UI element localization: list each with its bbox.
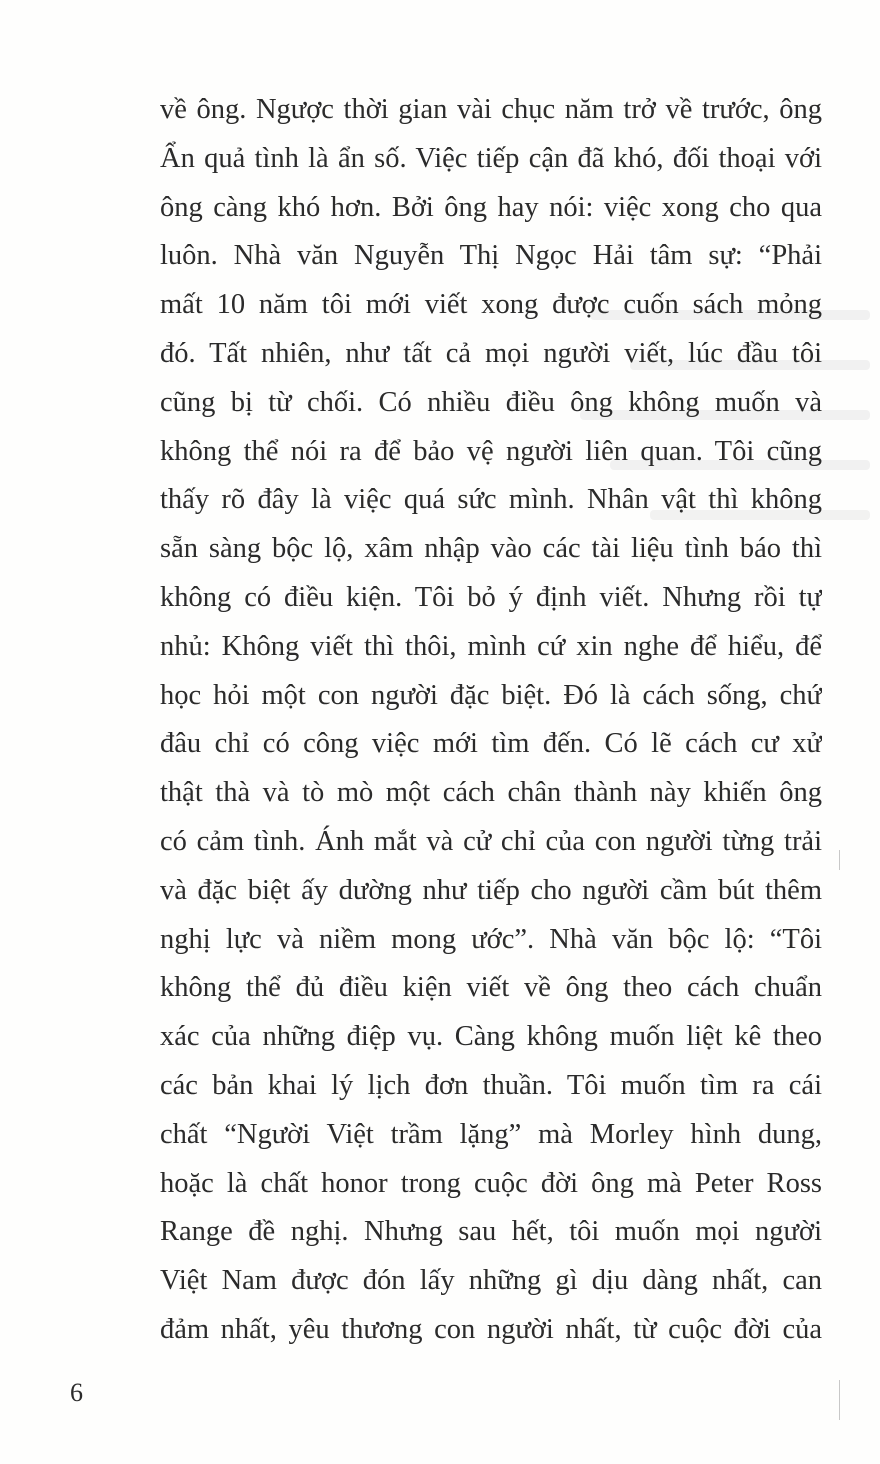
page-edge-mark	[839, 1380, 840, 1420]
text-line: đó. Tất nhiên, như tất cả mọi người viết, lúc đầu tôi	[160, 337, 822, 369]
text-line: không thể nói ra để bảo vệ người liên quan. Tôi cũng	[160, 435, 822, 467]
text-line: Range đề nghị. Nhưng sau hết, tôi muốn mọi người	[160, 1216, 822, 1248]
text-line: học hỏi một con người đặc biệt. Đó là cách sống, chứ	[160, 679, 822, 711]
text-line: luôn. Nhà văn Nguyễn Thị Ngọc Hải tâm sự: “Phải	[160, 240, 822, 272]
text-line: có cảm tình. Ánh mắt và cử chỉ của con người từng trải	[160, 825, 822, 857]
text-line: ông càng khó hơn. Bởi ông hay nói: việc xong cho qua	[160, 191, 822, 223]
text-line: nhủ: Không viết thì thôi, mình cứ xin nghe để hiểu, để	[160, 630, 822, 662]
page-edge-mark	[839, 850, 840, 870]
text-line: nghị lực và niềm mong ước”. Nhà văn bộc lộ: “Tôi	[160, 923, 822, 955]
body-text	[160, 86, 822, 1355]
text-line: không có điều kiện. Tôi bỏ ý định viết. Nhưng rồi tự	[160, 581, 822, 613]
text-line: xác của những điệp vụ. Càng không muốn liệt kê theo	[160, 1021, 822, 1053]
text-line: thật thà và tò mò một cách chân thành này khiến ông	[160, 777, 822, 809]
text-line: chất “Người Việt trầm lặng” mà Morley hình dung,	[160, 1118, 822, 1150]
text-line: mất 10 năm tôi mới viết xong được cuốn sách mỏng	[160, 289, 822, 321]
text-line: thấy rõ đây là việc quá sức mình. Nhân vật thì không	[160, 484, 822, 516]
text-line: đảm nhất, yêu thương con người nhất, từ cuộc đời của	[160, 1313, 822, 1345]
text-line: Ẩn quả tình là ẩn số. Việc tiếp cận đã khó, đối thoại với	[160, 142, 822, 174]
text-line: hoặc là chất honor trong cuộc đời ông mà Peter Ross	[160, 1167, 822, 1199]
text-line: Việt Nam được đón lấy những gì dịu dàng nhất, can	[160, 1265, 822, 1297]
text-line: cũng bị từ chối. Có nhiều điều ông không muốn và	[160, 386, 822, 418]
text-line: sẵn sàng bộc lộ, xâm nhập vào các tài liệu tình báo thì	[160, 533, 822, 565]
text-line: về ông. Ngược thời gian vài chục năm trở về trước, ông	[160, 94, 822, 125]
text-line: các bản khai lý lịch đơn thuần. Tôi muốn tìm ra cái	[160, 1069, 822, 1101]
page-number: 6	[70, 1378, 83, 1407]
text-line: đâu chỉ có công việc mới tìm đến. Có lẽ cách cư xử	[160, 728, 822, 760]
text-line: và đặc biệt ấy dường như tiếp cho người cầm bút thêm	[160, 874, 822, 906]
text-line: không thể đủ điều kiện viết về ông theo cách chuẩn	[160, 972, 822, 1004]
